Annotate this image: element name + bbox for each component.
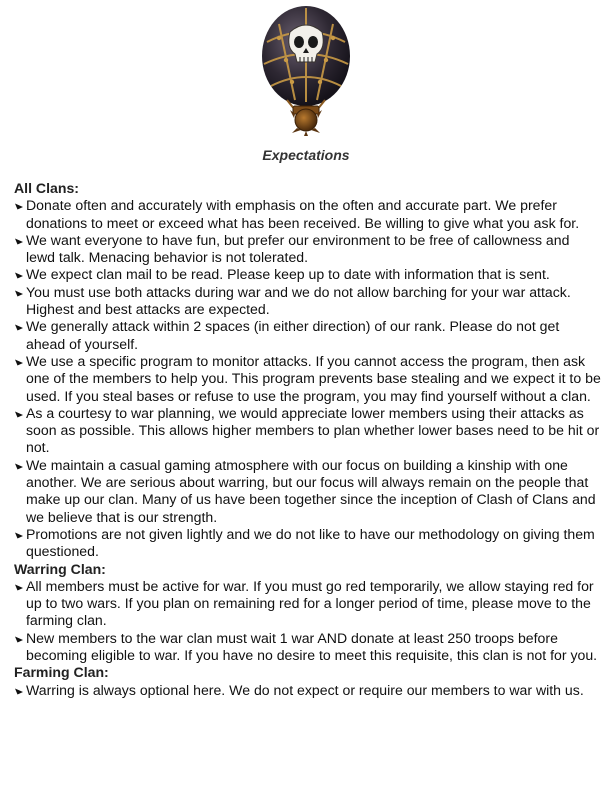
bullet-icon: [15, 462, 23, 470]
list-item: We expect clan mail to be read. Please keep up to date with information that is sent.: [14, 266, 602, 283]
list-item: We want everyone to have fun, but prefer our environment to be free of callowness and lewd talk. Menacing behavior is not tolerated.: [14, 232, 602, 267]
list-item: You must use both attacks during war and we do not allow barching for your war attack. Highest and best attacks are expected.: [14, 284, 602, 319]
expectations-content: [14, 180, 602, 699]
bullet-icon: [15, 410, 23, 418]
list-item: Warring is always optional here. We do not expect or require our members to war with us.: [14, 682, 602, 699]
bullet-icon: [15, 323, 23, 331]
page-title: Expectations: [262, 147, 350, 163]
skull-balloon-icon: [257, 2, 355, 136]
list-item: As a courtesy to war planning, we would appreciate lower members using their attacks as soon as possible. This allows higher members to plan whether lower bases need to be hit or not.: [14, 405, 602, 457]
bullet-icon: [15, 583, 23, 591]
list-item: Promotions are not given lightly and we do not like to have our methodology on giving them questioned.: [14, 526, 602, 561]
list-item: We maintain a casual gaming atmosphere with our focus on building a kinship with one another. We are serious about warring, but our focus will always remain on the people that make up our clan. Many of us have been together since the inception of Clash of Clans and we believe that is our strength.: [14, 457, 602, 526]
section-heading: Warring Clan:: [14, 560, 106, 577]
list-item: All members must be active for war. If you must go red temporarily, we allow staying red for up to two wars. If you plan on remaining red for a longer period of time, please move to the farming clan.: [14, 578, 602, 630]
bullet-icon: [15, 237, 23, 245]
section-warring-clan: [14, 561, 602, 665]
section-heading: All Clans:: [14, 180, 79, 196]
bullet-icon: [15, 531, 23, 539]
list-item: We generally attack within 2 spaces (in either direction) of our rank. Please do not get ahead of yourself.: [14, 318, 602, 353]
section-all-clans: [14, 180, 602, 561]
section-farming-clan: [14, 664, 602, 699]
bullet-icon: [15, 635, 23, 643]
list-item: Donate often and accurately with emphasis on the often and accurate part. We prefer donations to meet or exceed what has been received. Be willing to give what you ask for.: [14, 197, 602, 232]
bullet-icon: [15, 687, 23, 695]
bullet-icon: [15, 271, 23, 279]
section-heading: Farming Clan:: [14, 664, 109, 681]
list-item: We use a specific program to monitor attacks. If you cannot access the program, then ask one of the members to help you. This program prevents base stealing and we expect it to be used. If you steal bases or refuse to use the program, you may find yourself without a clan.: [14, 353, 602, 405]
bullet-icon: [15, 289, 23, 297]
bullet-icon: [15, 358, 23, 366]
bullet-icon: [15, 202, 23, 210]
list-item: New members to the war clan must wait 1 war AND donate at least 250 troops before becoming eligible to war. If you have no desire to meet this requisite, this clan is not for you.: [14, 630, 602, 665]
